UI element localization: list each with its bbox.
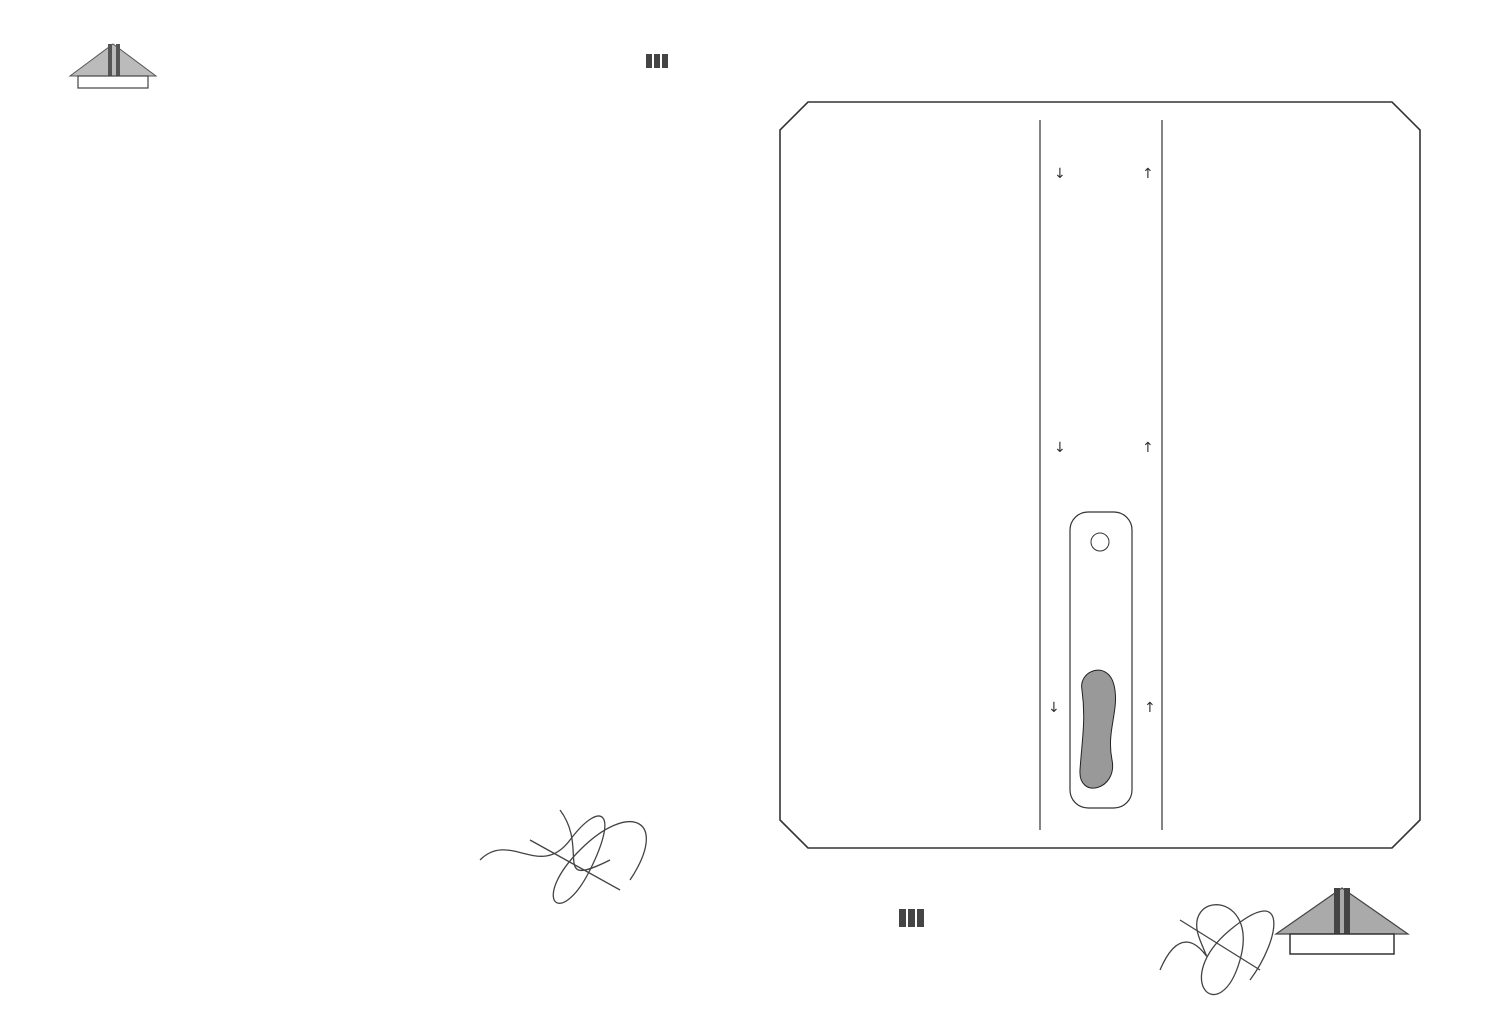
golf-invest-logo-bottom — [815, 905, 930, 963]
peinsa-logo-bottom — [1272, 882, 1412, 960]
arrow-down-icon: ↓ — [1048, 700, 1060, 716]
signature-scribble-bottom — [1140, 880, 1290, 1000]
peinsa-logo — [68, 40, 158, 92]
arrow-down-icon: ↓ — [1054, 440, 1066, 456]
arrow-up-icon: ↑ — [1144, 700, 1156, 716]
fountain-icon — [1091, 533, 1109, 551]
arrow-up-icon: ↑ — [1142, 166, 1154, 182]
arrow-up-icon: ↑ — [1142, 440, 1154, 456]
site-plan — [778, 100, 1422, 850]
arrow-down-icon: ↓ — [1054, 166, 1066, 182]
swimming-pool — [1080, 670, 1116, 788]
golf-invest-logo — [584, 52, 674, 94]
signature-scribble — [470, 790, 690, 910]
